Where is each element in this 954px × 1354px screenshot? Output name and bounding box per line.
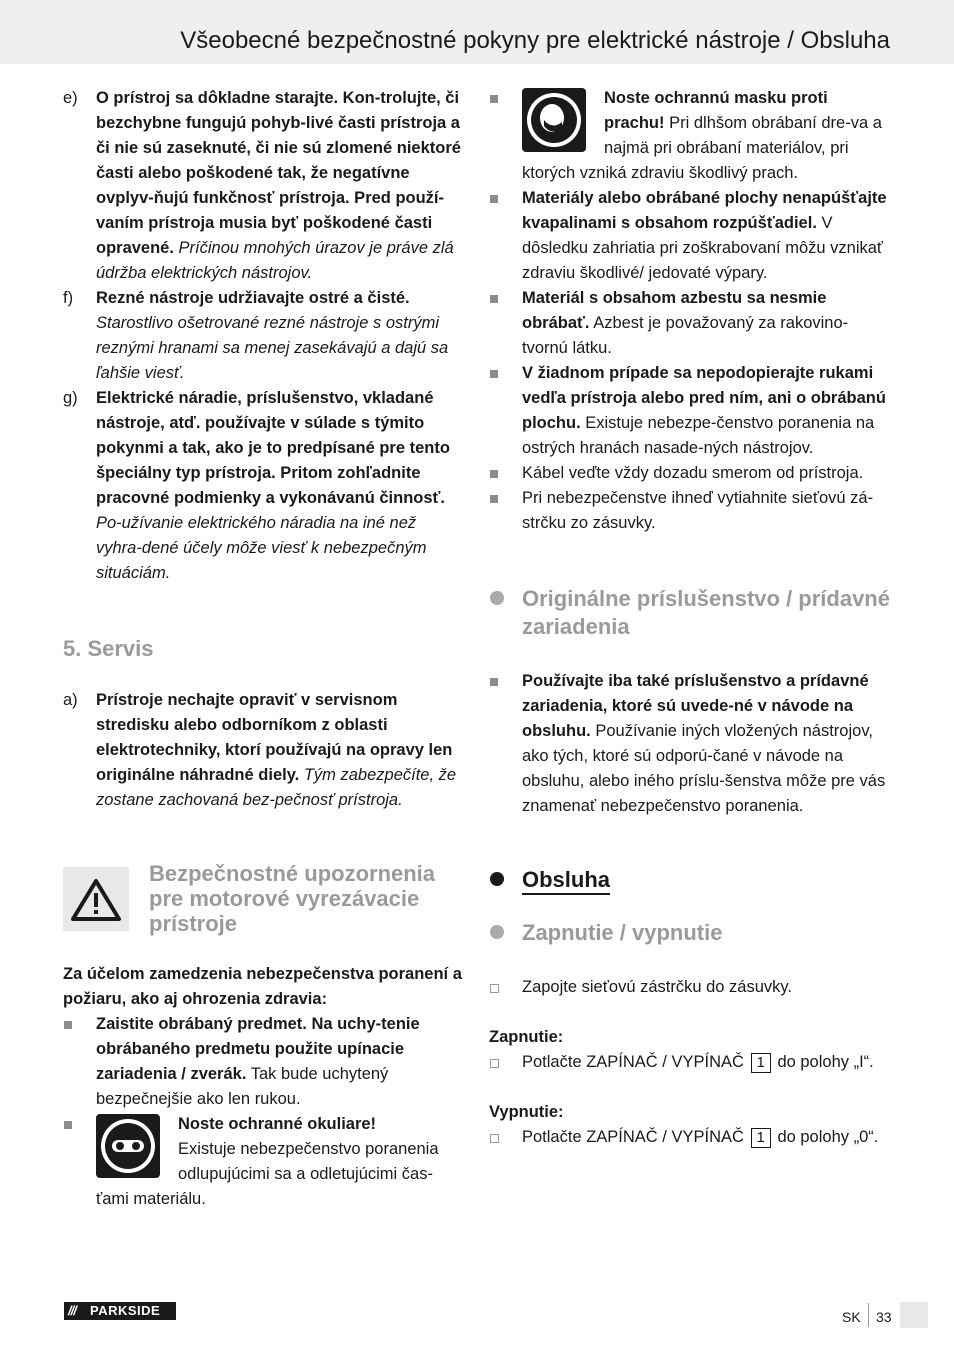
intro-text	[63, 962, 463, 1012]
step-checkbox	[490, 1059, 499, 1068]
vypnutie-label-block	[489, 1100, 891, 1125]
page-title: Všeobecné bezpečnostné pokyny pre elektrické nástroje / Obsluha	[180, 27, 890, 54]
bullet-square	[64, 1121, 72, 1129]
heading-text: Zapnutie / vypnutie	[522, 920, 723, 945]
item-label: e)	[63, 89, 78, 107]
bullet-dot	[490, 925, 504, 939]
item-label: f)	[63, 289, 74, 307]
step-text: Potlačte ZAPÍNAČ / VYPÍNAČ	[522, 1128, 744, 1146]
vypnutie-label: Vypnutie:	[489, 1103, 564, 1121]
item-text: V dôsledku zahriatia pri zoškrabovaní môžu vznikať zdraviu škodlivé/ jedovaté výpary.	[522, 214, 884, 282]
section-heading-accessories	[489, 586, 891, 642]
goggles-icon	[96, 1114, 160, 1178]
bullet-square	[490, 470, 498, 478]
bullet-item	[489, 361, 891, 461]
right-column	[489, 86, 891, 1150]
list-item-a	[63, 688, 463, 813]
bullet-item	[489, 186, 891, 286]
section-heading-servis: 5. Servis	[63, 636, 154, 661]
parkside-logo	[64, 1302, 176, 1320]
bullet-square	[490, 295, 498, 303]
bullet-item	[489, 461, 891, 486]
item-bold-text: Noste ochrannú masku proti prachu!	[604, 89, 828, 132]
item-bold-text: Elektrické náradie, príslušenstvo, vkladané nástroje, atď. používajte v súlade s týmito pokynmi a tak, ako je to predpísané pre tento špeciálny typ prístroja. Pritom zohľadnite pracovné podmienky a vykonávanú činnosť.	[96, 389, 450, 507]
bullet-item	[489, 669, 891, 819]
bullet-item	[63, 1012, 463, 1112]
bullet-item	[489, 486, 891, 536]
item-bold-text: Noste ochranné okuliare!	[178, 1115, 377, 1133]
bullet-dot	[490, 591, 504, 605]
bullet-square	[490, 370, 498, 378]
item-italic-text: Starostlivo ošetrované rezné nástroje s ostrými reznými hranami sa menej zasekávajú a dajú sa ľahšie viesť.	[96, 314, 449, 382]
item-italic-text: Po-užívanie elektrického náradia na iné než vyhra-dené účely môže viesť k nebezpečným situáciám.	[96, 514, 427, 582]
page-header	[0, 0, 954, 64]
step-text: Zapojte sieťovú zástrčku do zásuvky.	[522, 978, 793, 996]
switch-number-box: 1	[751, 1053, 771, 1073]
bullet-square	[490, 495, 498, 503]
footer-divider	[868, 1303, 869, 1327]
list-item-e	[63, 86, 463, 286]
item-bold-text: Materiál s obsahom azbestu sa nesmie obrábať.	[522, 289, 827, 332]
zapnutie-label: Zapnutie:	[489, 1028, 564, 1046]
step-item	[489, 975, 891, 1000]
item-bold-text: V žiadnom prípade sa nepodopierajte rukami vedľa prístroja alebo pred ním, ani o obrábanú plochu.	[522, 364, 886, 432]
step-item	[489, 1050, 891, 1075]
item-bold-text: Rezné nástroje udržiavajte ostré a čisté.	[96, 289, 410, 307]
bullet-square	[64, 1021, 72, 1029]
bullet-item-goggles	[63, 1112, 463, 1212]
section-heading-zapnutie	[489, 920, 891, 948]
bullet-square	[490, 195, 498, 203]
zapnutie-label-block	[489, 1025, 891, 1050]
page-corner-box	[900, 1302, 928, 1328]
step-text: do polohy „I“.	[777, 1053, 874, 1071]
step-text: do polohy „0“.	[777, 1128, 879, 1146]
step-text: Potlačte ZAPÍNAČ / VYPÍNAČ	[522, 1053, 744, 1071]
item-bold-text: Používajte iba také príslušenstvo a prídavné zariadenia, ktoré sú uvede-né v návode na obsluhu.	[522, 672, 869, 740]
item-text: Pri dlhšom obrábaní dre-va a najmä pri obrábaní materiálov, pri ktorých vzniká zdraviu škodlivý prach.	[522, 114, 882, 182]
warning-icon	[63, 867, 129, 931]
bullet-square	[490, 678, 498, 686]
item-italic-text: Tým zabezpečíte, že zostane zachovaná bez-pečnosť prístroja.	[96, 766, 457, 809]
warning-heading: Bezpečnostné upozornenia pre motorové vyrezávacie prístroje	[149, 861, 436, 936]
logo-text: PARKSIDE	[90, 1303, 161, 1318]
heading-text: Obsluha	[522, 867, 610, 895]
item-text: Azbest je považovaný za rakovino-tvornú látku.	[522, 314, 849, 357]
switch-number-box: 1	[751, 1128, 771, 1148]
step-checkbox	[490, 984, 499, 993]
bullet-item-mask	[489, 86, 891, 186]
step-checkbox	[490, 1134, 499, 1143]
logo-slashes: ///	[68, 1303, 76, 1318]
intro-bold: Za účelom zamedzenia nebezpečenstva poranení a požiaru, ako aj ohrozenia zdravia:	[63, 965, 462, 1008]
item-bold-text: O prístroj sa dôkladne starajte. Kon-trolujte, či bezchybne fungujú pohyb-livé časti prístroja a či nie sú zaseknuté, či nie sú zlomené niektoré časti alebo poškodené tak, že negatívne ovplyv-ňujú funkčnosť prístroja. Pred použí-vaním prístroja musia byť poškodené časti opravené.	[96, 89, 461, 257]
item-bold-text: Prístroje nechajte opraviť v servisnom stredisku alebo odborníkom z oblasti elektrotechniky, ktorí používajú na opravy len originálne náhradné diely.	[96, 691, 453, 784]
step-item	[489, 1125, 891, 1150]
bullet-square	[490, 95, 498, 103]
page-number: 33	[876, 1309, 892, 1325]
item-bold-text: Zaistite obrábaný predmet. Na uchy-tenie obrábaného predmetu použite upínacie zariadenia / zverák.	[96, 1015, 420, 1083]
bullet-item	[489, 286, 891, 361]
left-column	[63, 86, 463, 1212]
item-bold-text: Materiály alebo obrábané plochy nenapúšťajte kvapalinami s obsahom rozpúšťadiel.	[522, 189, 887, 232]
item-text: Pri nebezpečenstve ihneď vytiahnite sieťovú zá-strčku zo zásuvky.	[522, 489, 874, 532]
item-text: Používanie iných vložených nástrojov, ako tých, ktoré sú odporú-čané v návode na obsluhu, alebo iného príslu-šenstva môže pre vás znamenať nebezpečenstvo poranenia.	[522, 722, 886, 815]
item-text: Existuje nebezpečenstvo poranenia odlupujúcimi sa a odletujúcimi čas-ťami materiálu.	[96, 1140, 439, 1208]
list-item-g	[63, 386, 463, 586]
dust-mask-icon	[522, 88, 586, 152]
item-label: g)	[63, 389, 78, 407]
item-label: a)	[63, 691, 78, 709]
language-code: SK	[842, 1309, 861, 1325]
warning-heading-block	[63, 861, 463, 936]
item-text: Tak bude uchytený bezpečnejšie ako len rukou.	[96, 1065, 389, 1108]
item-text: Existuje nebezpe-čenstvo poranenia na ostrých hranách nasade-ných nástrojov.	[522, 414, 875, 457]
item-text: Kábel veďte vždy dozadu smerom od prístroja.	[522, 464, 864, 482]
heading-text: Originálne príslušenstvo / prídavné zariadenia	[522, 586, 890, 639]
bullet-dot	[490, 872, 504, 886]
list-item-f	[63, 286, 463, 386]
section-heading-obsluha	[489, 867, 891, 895]
item-italic-text: Príčinou mnohých úrazov je práve zlá údržba elektrických nástrojov.	[96, 239, 454, 282]
